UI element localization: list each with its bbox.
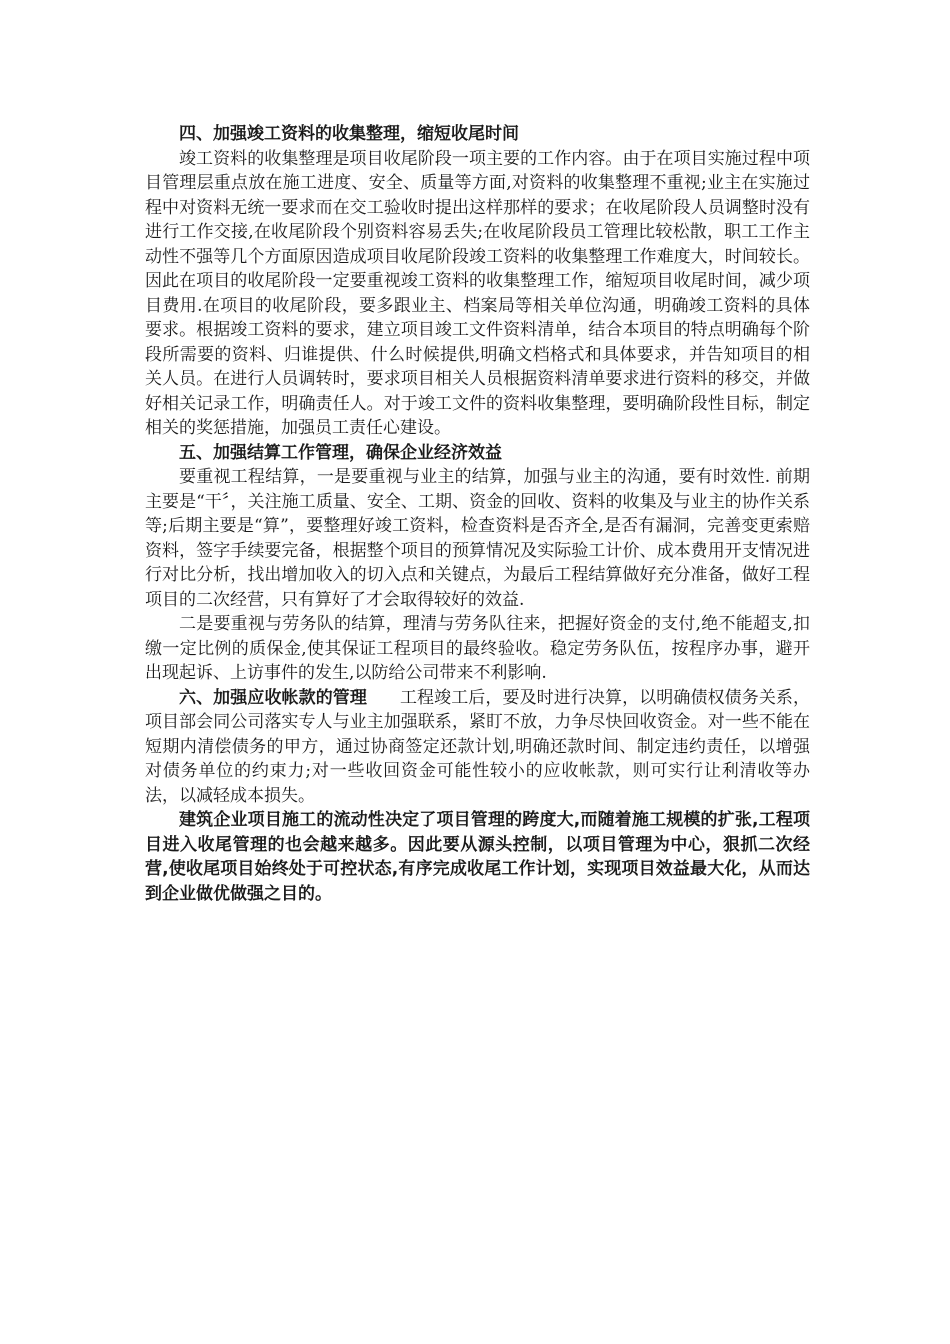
section-6-spacer <box>367 688 400 708</box>
conclusion-paragraph: 建筑企业项目施工的流动性决定了项目管理的跨度大,而随着施工规模的扩张,工程项目进入收尾管理的也会越来越多。因此要从源头控制，以项目管理为中心，狠抓二次经营,使收尾项目始终处于可控状态,有序完成收尾工作计划，实现项目效益最大化，从而达到企业做优做强之目的。 <box>145 810 810 904</box>
section-4-heading: 四、加强竣工资料的收集整理，缩短收尾时间 <box>179 124 519 144</box>
section-4-body: 竣工资料的收集整理是项目收尾阶段一项主要的工作内容。由于在项目实施过程中项目管理层重点放在施工进度、安全、质量等方面,对资料的收集整理不重视;业主在实施过程中对资料无统一要求而在交工验收时提出这样那样的要求；在收尾阶段人员调整时没有进行工作交接,在收尾阶段个别资料容易丢失;在收尾阶段员工管理比较松散，职工工作主动性不强等几个方面原因造成项目收尾阶段竣工资料的收集整理工作难度大，时间较长。因此在项目的收尾阶段一定要重视竣工资料的收集整理工作，缩短项目收尾时间，减少项目费用.在项目的收尾阶段，要多跟业主、档案局等相关单位沟通，明确竣工资料的具体要求。根据竣工资料的要求，建立项目竣工文件资料清单，结合本项目的特点明确每个阶段所需要的资料、归谁提供、什么时候提供,明确文档格式和具体要求，并告知项目的相关人员。在进行人员调转时，要求项目相关人员根据资料清单要求进行资料的移交，并做好相关记录工作，明确责任人。对于竣工文件的资料收集整理，要明确阶段性目标，制定相关的奖惩措施，加强员工责任心建设。 <box>145 148 810 438</box>
document-page <box>145 122 810 906</box>
section-5-body-2: 二是要重视与劳务队的结算，理清与劳务队往来，把握好资金的支付,绝不能超支,扣缴一定比例的质保金,使其保证工程项目的最终验收。稳定劳务队伍，按程序办事，避开出现起诉、上访事件的发生,以防给公司带来不利影响. <box>145 614 810 683</box>
section-6-paragraph <box>145 686 810 809</box>
section-6-body: 工程竣工后，要及时进行决算，以明确债权债务关系，项目部会同公司落实专人与业主加强联系，紧盯不放，力争尽快回收资金。对一些不能在短期内清偿债务的甲方，通过协商签定还款计划,明确还款时间、制定违约责任，以增强对债务单位的约束力;对一些收回资金可能性较小的应收帐款，则可实行让利清收等办法，以减轻成本损失。 <box>145 687 811 806</box>
section-5-body-1: 要重视工程结算，一是要重视与业主的结算，加强与业主的沟通，要有时效性. 前期主要是“干〞，关注施工质量、安全、工期、资金的回收、资料的收集及与业主的协作关系等;后期主要是“算”，要整理好竣工资料，检查资料是否齐全,是否有漏洞，完善变更索赔资料，签字手续要完备，根据整个项目的预算情况及实际验工计价、成本费用开支情况进行对比分析，找出增加收入的切入点和关键点，为最后工程结算做好充分准备，做好工程项目的二次经营，只有算好了才会取得较好的效益. <box>145 467 810 610</box>
section-5-heading: 五、加强结算工作管理，确保企业经济效益 <box>179 442 502 463</box>
section-6-heading: 六、加强应收帐款的管理 <box>179 687 367 708</box>
